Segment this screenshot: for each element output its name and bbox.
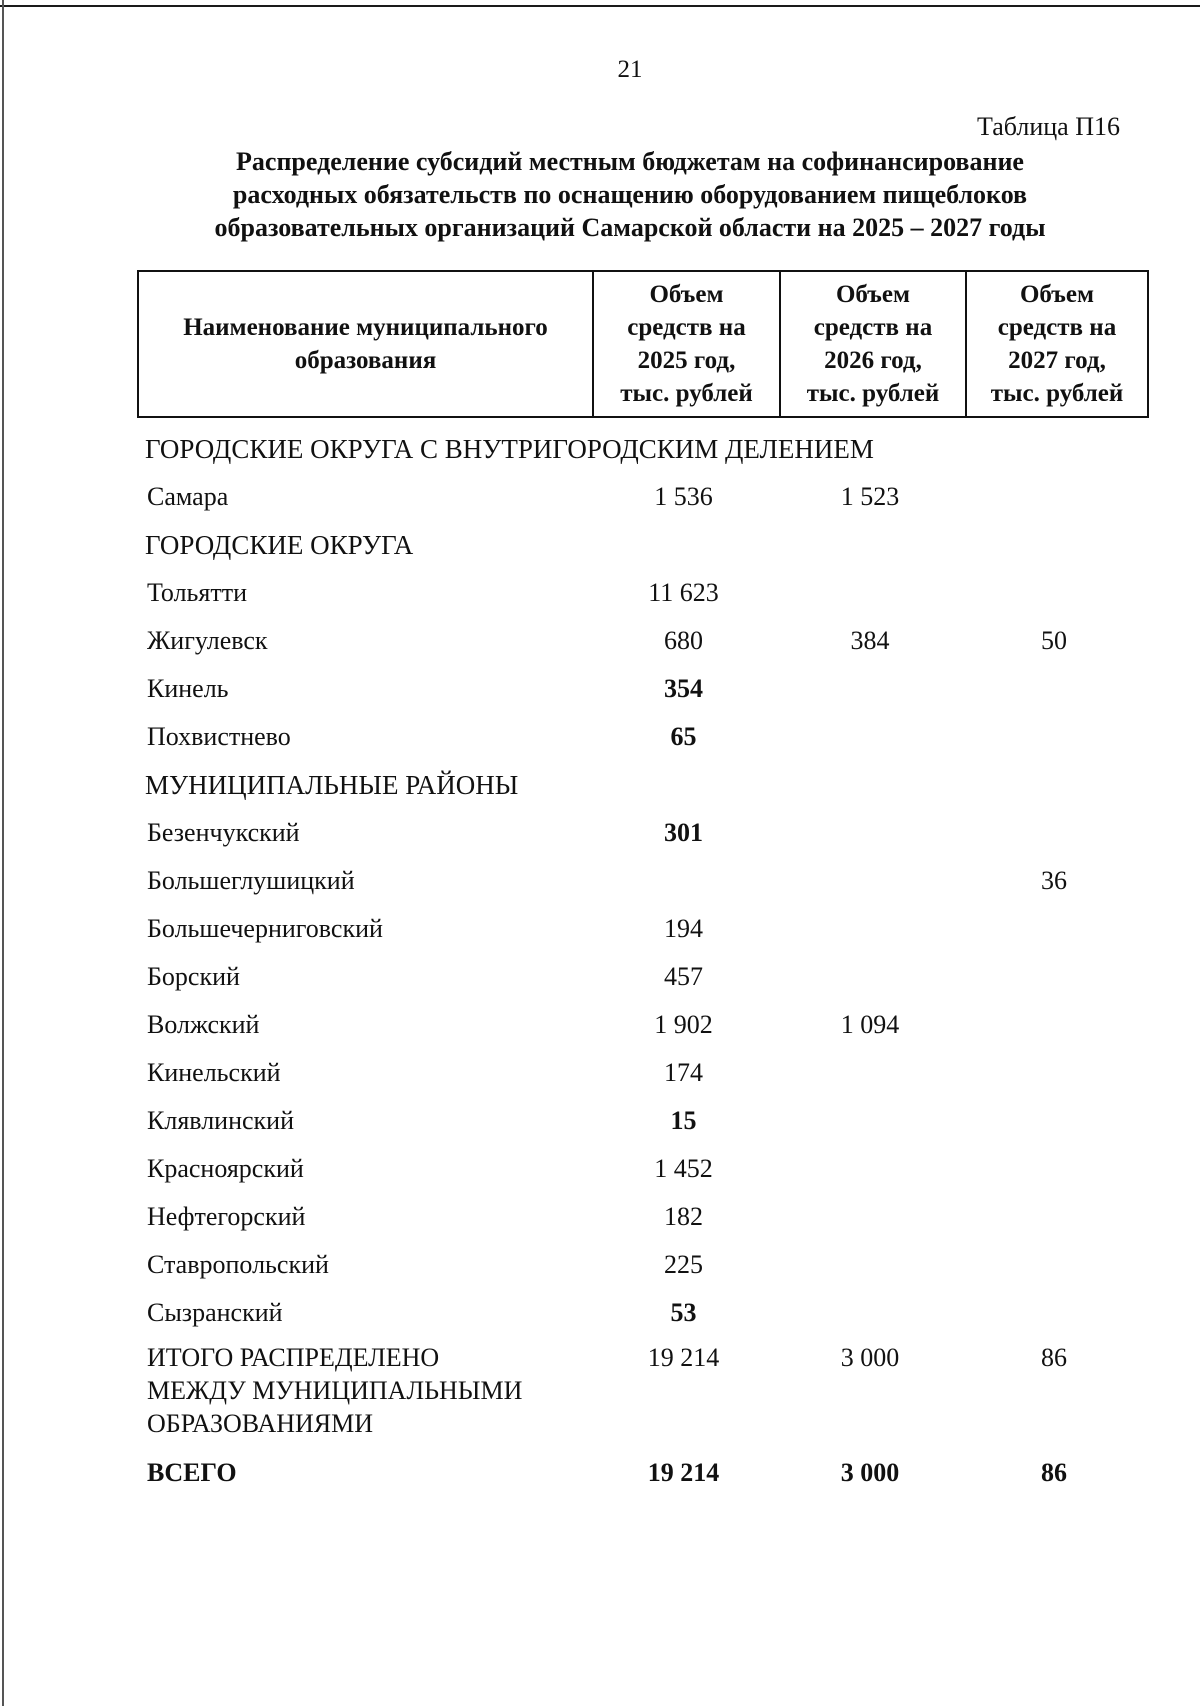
table-row: [137, 713, 1149, 761]
table-header: [137, 270, 1149, 418]
header-municipality: [139, 272, 592, 416]
table-row: [137, 953, 1149, 1001]
municipality-name: Борский: [147, 962, 240, 991]
grand-total-label: ВСЕГО: [147, 1458, 237, 1487]
municipality-name: Волжский: [147, 1010, 260, 1039]
value-2025: 1 452: [654, 1154, 713, 1183]
page-number: 21: [617, 56, 643, 83]
table-row: [137, 1145, 1149, 1193]
grand-total-2027: 86: [1041, 1458, 1067, 1487]
value-2025: 53: [670, 1298, 697, 1327]
municipality-name: Красноярский: [147, 1154, 304, 1183]
document-title: [150, 145, 1110, 244]
section-heading: ГОРОДСКИЕ ОКРУГА С ВНУТРИГОРОДСКИМ ДЕЛЕНИЕМ: [145, 434, 874, 464]
table-row: [137, 905, 1149, 953]
municipality-name: Сызранский: [147, 1298, 283, 1327]
header-2026-label: Объем средств на 2026 год, тыс. рублей: [806, 281, 940, 407]
value-2025: 15: [670, 1106, 697, 1135]
value-2025: 11 623: [648, 578, 719, 607]
value-2025: 182: [664, 1202, 703, 1231]
municipality-name: Клявлинский: [147, 1106, 295, 1135]
table-row: [137, 809, 1149, 857]
table-row: [137, 1193, 1149, 1241]
header-2027-label: Объем средств на 2027 год, тыс. рублей: [990, 281, 1124, 407]
table-row: [137, 1097, 1149, 1145]
table-row: [137, 1289, 1149, 1337]
value-2027: 50: [1041, 626, 1067, 655]
value-2025: 194: [664, 914, 703, 943]
value-2025: 457: [664, 962, 703, 991]
municipality-name: Самара: [147, 482, 229, 511]
table-body: [137, 425, 1149, 1497]
municipality-name: Большечерниговский: [147, 914, 383, 943]
grand-total-2025: 19 214: [647, 1458, 720, 1487]
grand-total-row: [137, 1449, 1149, 1497]
value-2025: 65: [670, 722, 697, 751]
title-line-2: расходных обязательств по оснащению оборудованием пищеблоков: [232, 180, 1028, 209]
municipality-name: Нефтегорский: [147, 1202, 306, 1231]
header-2026: [779, 272, 965, 416]
header-2025: [592, 272, 779, 416]
table-row: [137, 473, 1149, 521]
municipality-name: Большеглушицкий: [147, 866, 355, 895]
value-2026: 1 094: [840, 1010, 900, 1039]
table-row: [137, 617, 1149, 665]
total-value-2027: 86: [1041, 1343, 1067, 1372]
page-left-edge: [2, 0, 4, 1706]
grand-total-2026: 3 000: [840, 1458, 900, 1487]
total-label-line-3: ОБРАЗОВАНИЯМИ: [147, 1409, 374, 1438]
total-distributed-label: [137, 1341, 590, 1440]
value-2025: 174: [664, 1058, 703, 1087]
section-heading: МУНИЦИПАЛЬНЫЕ РАЙОНЫ: [145, 770, 519, 800]
value-2025: 680: [664, 626, 703, 655]
total-label-line-2: МЕЖДУ МУНИЦИПАЛЬНЫМИ: [147, 1376, 523, 1405]
municipality-name: Кинельский: [147, 1058, 281, 1087]
value-2026: 1 523: [840, 482, 900, 511]
header-2025-label: Объем средств на 2025 год, тыс. рублей: [620, 281, 753, 407]
municipality-name: Похвистнево: [147, 722, 291, 751]
value-2025: 225: [664, 1250, 703, 1279]
section-heading: ГОРОДСКИЕ ОКРУГА: [145, 530, 414, 560]
header-2027: [965, 272, 1147, 416]
value-2025: 354: [664, 674, 703, 703]
total-distributed-row: [137, 1337, 1149, 1449]
value-2025: 1 536: [654, 482, 713, 511]
value-2025: 301: [664, 818, 703, 847]
table-row: [137, 857, 1149, 905]
table-label: Таблица П16: [977, 112, 1120, 141]
page-top-rule: [0, 5, 1200, 7]
table-row: [137, 569, 1149, 617]
municipality-name: Ставропольский: [147, 1250, 329, 1279]
value-2027: 36: [1041, 866, 1067, 895]
municipality-name: Тольятти: [147, 578, 248, 607]
total-value-2025: 19 214: [647, 1343, 720, 1372]
table-row: [137, 1241, 1149, 1289]
table-row: [137, 665, 1149, 713]
table-row: [137, 1049, 1149, 1097]
municipality-name: Кинель: [147, 674, 229, 703]
municipality-name: Жигулевск: [147, 626, 268, 655]
total-label-line-1: ИТОГО РАСПРЕДЕЛЕНО: [147, 1343, 440, 1372]
header-municipality-label: Наименование муниципального образования: [183, 314, 548, 374]
title-line-1: Распределение субсидий местным бюджетам на софинансирование: [236, 147, 1024, 176]
table-row: [137, 1001, 1149, 1049]
value-2026: 384: [850, 626, 890, 655]
value-2025: 1 902: [654, 1010, 713, 1039]
municipality-name: Безенчукский: [147, 818, 300, 847]
total-value-2026: 3 000: [840, 1343, 900, 1372]
title-line-3: образовательных организаций Самарской области на 2025 – 2027 годы: [214, 213, 1046, 242]
